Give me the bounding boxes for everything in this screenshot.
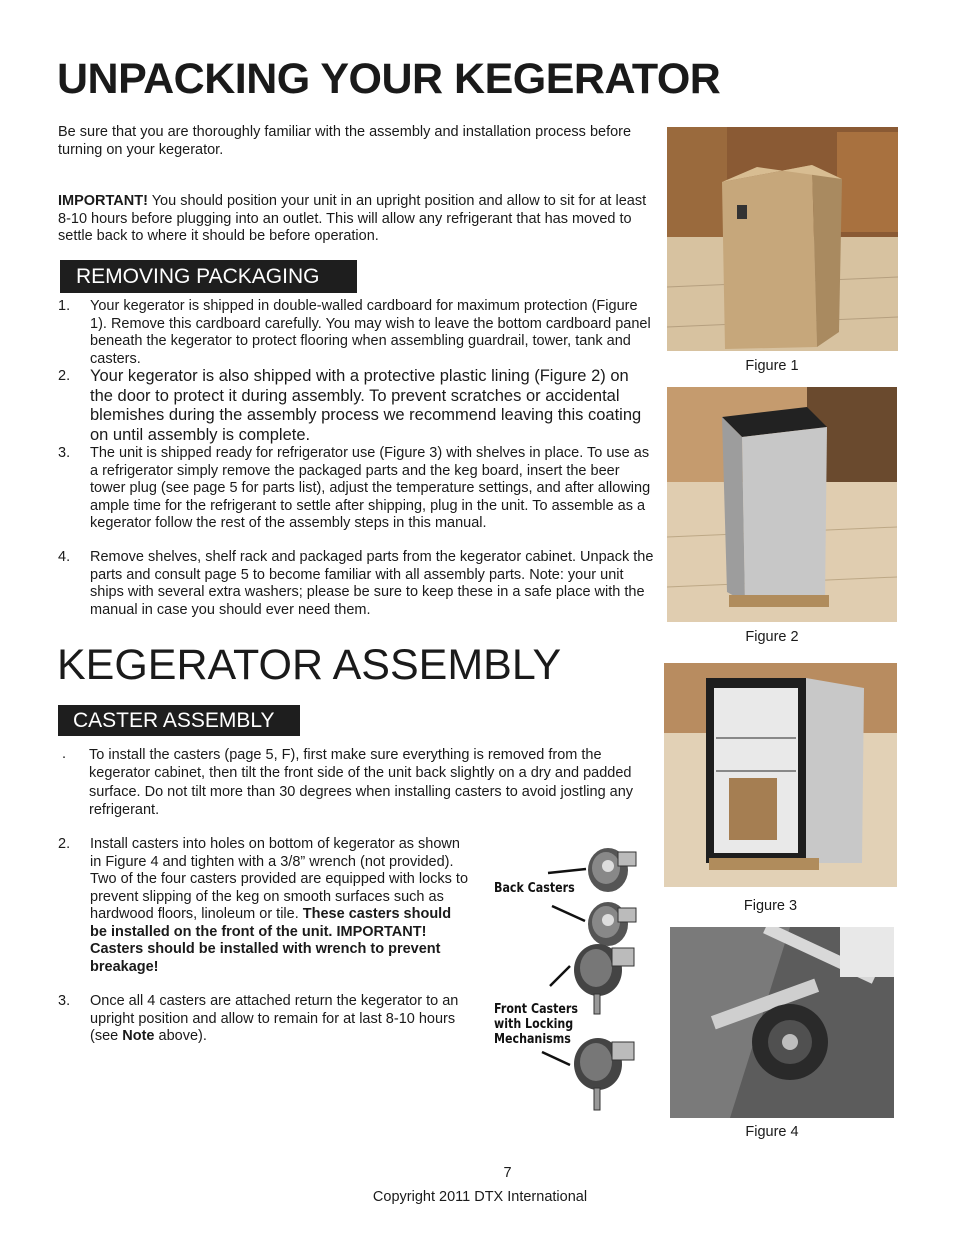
list-number: 2. (58, 368, 71, 384)
back-casters-label: Back Casters (494, 880, 575, 896)
list-number: 3. (58, 993, 71, 1009)
list-text: Your kegerator is also shipped with a protective plastic lining (Figure 2) on the door to protect it during assembly. To prevent scratches or accidental blemishes during the assembly process we recommend leaving this coating on until assembly is complete. (90, 367, 642, 444)
list-text: To install the casters (page 5, F), first make sure everything is removed from the kegerator cabinet, then tilt the front side of the unit back slightly on a dry and padded surface. Do not tilt more than 30 degrees when installing casters to avoid jostling any refrigerant. (89, 747, 634, 818)
note-bold: Note (122, 1028, 155, 1044)
front-casters-label: Mechanisms (494, 1031, 571, 1047)
list-number: 2. (58, 836, 71, 852)
figure-2-photo (667, 387, 897, 622)
front-locking-caster-icon (574, 1038, 634, 1110)
front-locking-caster-icon (574, 944, 634, 1014)
list-number: 3. (58, 445, 71, 461)
intro-paragraph: Be sure that you are thoroughly familiar with the assembly and installation process before turning on your kegerator. (58, 124, 632, 158)
list-bold-text: These casters should be installed on the front of the unit. IMPORTANT! Casters should be installed with wrench to prevent breakage! (90, 906, 452, 975)
list-number: 4. (58, 549, 71, 565)
assembly-title: KEGERATOR ASSEMBLY (57, 641, 562, 689)
figure-1-caption: Figure 1 (745, 358, 799, 374)
caster-diagram (490, 838, 660, 1120)
important-text: You should position your unit in an upright position and allow to sit for at least 8-10 hours before plugging into an outlet. This will allow any refrigerant that has moved to settle back to where it should be before operation. (58, 193, 647, 244)
back-caster-icon (588, 848, 636, 892)
list-text: The unit is shipped ready for refrigerator use (Figure 3) with shelves in place. To use as a refrigerator simply remove the packaged parts and the keg board, insert the beer tower plug (see page 5 for parts list), adjust the temperature settings, and after allowing ample time for the refrigerant to settle after shipping, plug in the unit. To assemble as a kegerator follow the rest of the assembly steps in this manual. (90, 445, 651, 531)
list-text: Install casters into holes on bottom of kegerator as shown in Figure 4 and tighten with a 3/8” wrench (not provided). Two of the four casters provided are equipped with locks to prevent slipping of the keg on smooth surfaces such as hardwood floors, linoleum or tile. (90, 836, 469, 922)
list-text: Your kegerator is shipped in double-walled cardboard for maximum protection (Figure 1). Remove this cardboard carefully. You may wish to leave the bottom cardboard panel beneath the kegerator to protect flooring when assembling guardrail, tower, tank and casters. (90, 298, 651, 367)
page-title: UNPACKING YOUR KEGERATOR (57, 55, 721, 103)
figure-2-caption: Figure 2 (745, 629, 799, 645)
list-text: Once all 4 casters are attached return the kegerator to an upright position and allow to remain for at last 8-10 hours (see (90, 993, 459, 1044)
list-number: 1. (58, 298, 71, 314)
caster-assembly-heading: CASTER ASSEMBLY (58, 705, 300, 736)
list-text: above). (154, 1028, 207, 1044)
list-text: Remove shelves, shelf rack and packaged parts from the kegerator cabinet. Unpack the parts and consult page 5 to become familiar with all assembly parts. Note: your unit ships with several extra washers; please be sure to keep these in a safe place with the manual in case you should ever need them. (90, 549, 654, 618)
page-number: 7 (503, 1165, 512, 1181)
list-number: . (62, 746, 67, 762)
front-casters-label: with Locking (494, 1016, 574, 1032)
important-paragraph (58, 193, 658, 246)
front-casters-label: Front Casters (494, 1001, 578, 1017)
removing-packaging-heading: REMOVING PACKAGING (60, 260, 357, 293)
figure-4-caption: Figure 4 (745, 1124, 799, 1140)
figure-4-photo (670, 927, 894, 1118)
copyright: Copyright 2011 DTX International (372, 1189, 588, 1205)
figure-1-photo (667, 127, 898, 351)
figure-3-caption: Figure 3 (743, 898, 798, 914)
figure-3-photo (664, 663, 897, 887)
important-label: IMPORTANT! (58, 193, 148, 209)
back-caster-icon (588, 902, 636, 946)
